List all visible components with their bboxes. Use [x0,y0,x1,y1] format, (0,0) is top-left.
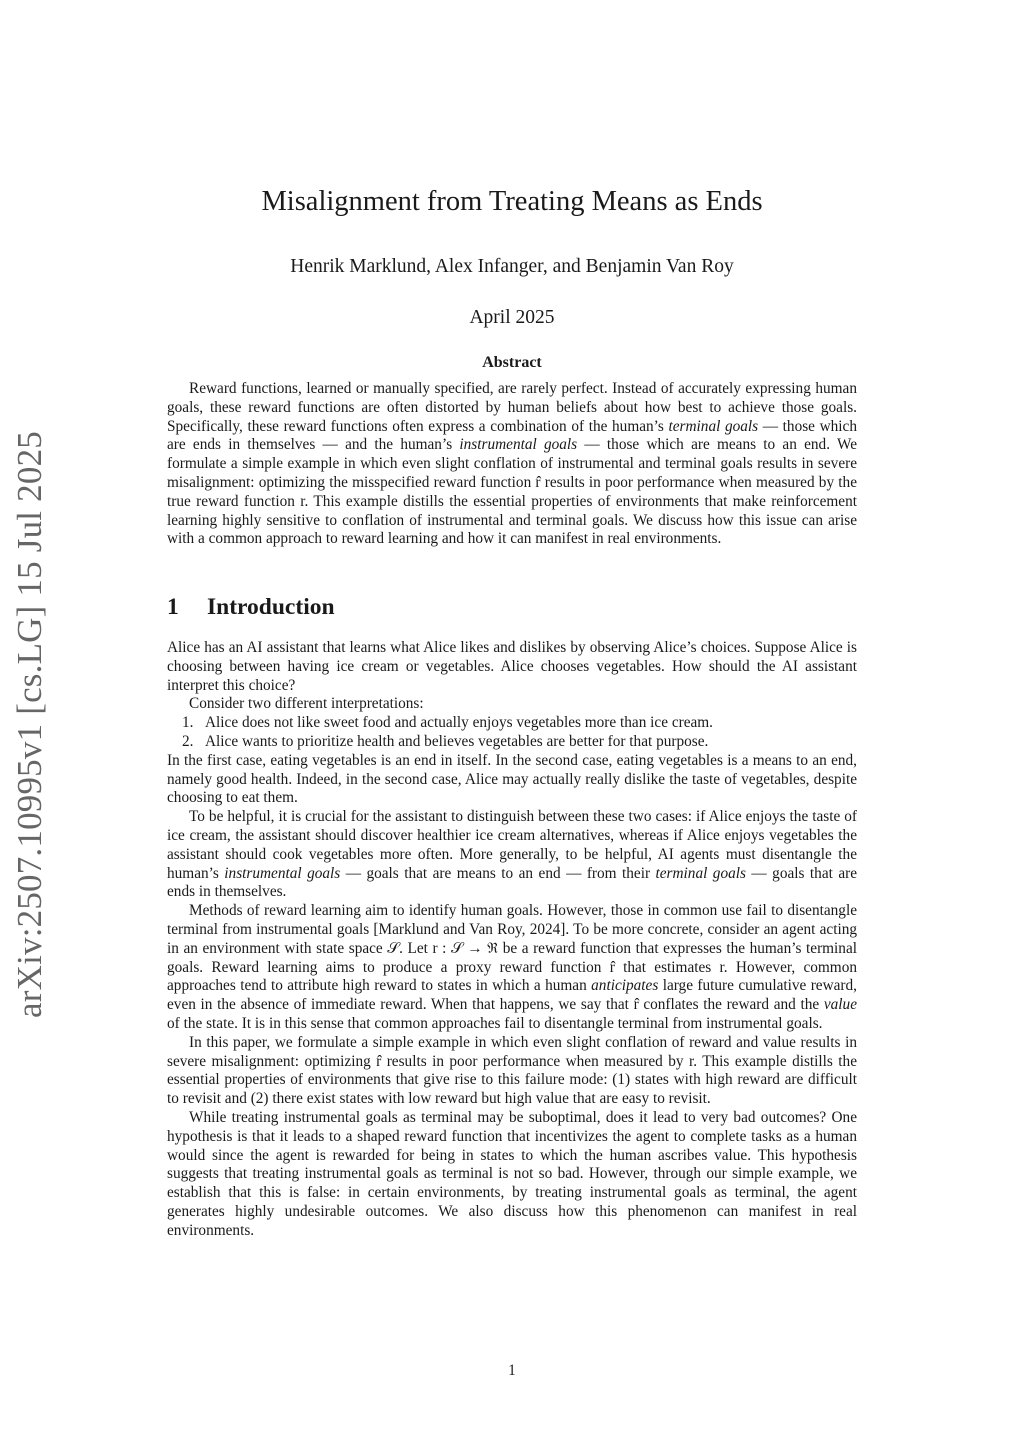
intro-paragraph-1: Alice has an AI assistant that learns what Alice likes and dislikes by observing Alice’s choices. Suppose Alice is choosing between having ice cream or vegetables. Alice chooses vegetables. How should the AI assistant interpret this choice? [167,639,857,694]
abstract-heading: Abstract [482,354,542,371]
intro-p4-text-c: — goals that are ends in themselves. [167,864,857,901]
list-item [167,733,857,752]
intro-p4-term-instrumental: instrumental goals [224,864,341,882]
intro-paragraph-5 [167,902,857,1034]
abstract-term-instrumental-goals: instrumental goals [459,436,578,454]
intro-paragraph-4 [167,808,857,902]
abstract-text-end: — those which are means to an end. We formulate a simple example in which even slight conflation of instrumental and terminal goals results in severe misalignment: optimizing the misspecified reward function r̂ results in poor performance when measured by the true reward function r. This example distills the essential properties of environments that make reinforcement learning highly sensitive to conflation of instrumental and terminal goals. We discuss how this issue can arise with a common approach to reward learning and how it can manifest in real environments. [167,436,857,548]
intro-paragraph-7: While treating instrumental goals as terminal may be suboptimal, does it lead to very bad outcomes? One hypothesis is that it leads to a shaped reward function that incentivizes the agent to complete tasks as a human would since the agent is rewarded for being in states to which the human ascribes value. This hypothesis suggests that treating instrumental goals as terminal is not so bad. However, through our simple example, we establish that this is false: in certain environments, by treating instrumental goals as terminal, the agent generates highly undesirable outcomes. We also discuss how this phenomenon can manifest in real environments. [167,1108,857,1239]
list-item-number: 2. [182,732,194,750]
intro-paragraph-3: In the first case, eating vegetables is an end in itself. In the second case, eating vegetables is a means to an end, namely good health. Indeed, in the second case, Alice may actually really dislike the taste of vegetables, despite choosing to eat them. [167,751,857,807]
intro-p4-text-b: — goals that are means to an end — from their [340,864,656,882]
page-number: 1 [508,1362,516,1379]
abstract-text-mid: — those which are ends in themselves — and the human’s [167,417,857,454]
introduction-body [167,639,857,1241]
publication-date: April 2025 [469,307,555,328]
section-heading-introduction [167,594,335,621]
section-number: 1 [167,594,179,620]
interpretations-list [167,714,857,752]
intro-p4-term-terminal: terminal goals [655,864,746,882]
abstract-term-terminal-goals: terminal goals [668,417,759,435]
intro-p5-text-c: of the state. It is in this sense that common approaches fail to disentangle terminal from instrumental goals. [167,1014,823,1032]
intro-p5-term-value: value [823,996,857,1014]
list-item-text: Alice wants to prioritize health and believes vegetables are better for that purpose. [205,732,709,750]
abstract-paragraph [167,380,857,549]
intro-p5-text-a: Methods of reward learning aim to identify human goals. However, those in common use fail to disentangle terminal from instrumental goals [Marklund and Van Roy, 2024]. To be more concrete, consider an agent acting in an environment with state space 𝒮. Let r : 𝒮 → ℜ be a reward function that expresses the human’s terminal goals. Reward learning aims to produce a proxy reward function r̂ that estimates r. However, common approaches tend to attribute high reward to states in which a human [167,902,857,995]
list-item-number: 1. [182,714,194,732]
author-list: Henrik Marklund, Alex Infanger, and Benjamin Van Roy [290,256,734,277]
intro-p5-term-anticipates: anticipates [591,977,659,995]
paper-title: Misalignment from Treating Means as Ends [261,186,763,217]
intro-p4-text-a: To be helpful, it is crucial for the assistant to distinguish between these two cases: if Alice enjoys the taste of ice cream, the assistant should discover healthier ice cream alternatives, whereas if Alice enjoys vegetables the assistant should cook vegetables more often. More generally, to be helpful, AI agents must disentangle the human’s [167,808,857,882]
arxiv-identifier-stamp: arXiv:2507.10995v1 [cs.LG] 15 Jul 2025 [10,431,49,1018]
list-item-text: Alice does not like sweet food and actually enjoys vegetables more than ice cream. [205,714,714,732]
intro-p5-text-b: large future cumulative reward, even in the absence of immediate reward. When that happens, we say that r̂ conflates the reward and the [167,977,857,1014]
abstract-text-start: Reward functions, learned or manually specified, are rarely perfect. Instead of accurately expressing human goals, these reward functions are often distorted by human beliefs about how best to achieve those goals. Specifically, these reward functions often express a combination of the human’s [167,380,857,435]
list-item [167,714,857,733]
section-title: Introduction [207,594,335,620]
intro-paragraph-2: Consider two different interpretations: [189,695,424,713]
intro-paragraph-6: In this paper, we formulate a simple example in which even slight conflation of reward and value results in severe misalignment: optimizing r̂ results in poor performance when measured by r. This example distills the essential properties of environments that give rise to this failure mode: (1) states with high reward are difficult to revisit and (2) there exist states with low reward but high value that are easy to revisit. [167,1033,857,1108]
